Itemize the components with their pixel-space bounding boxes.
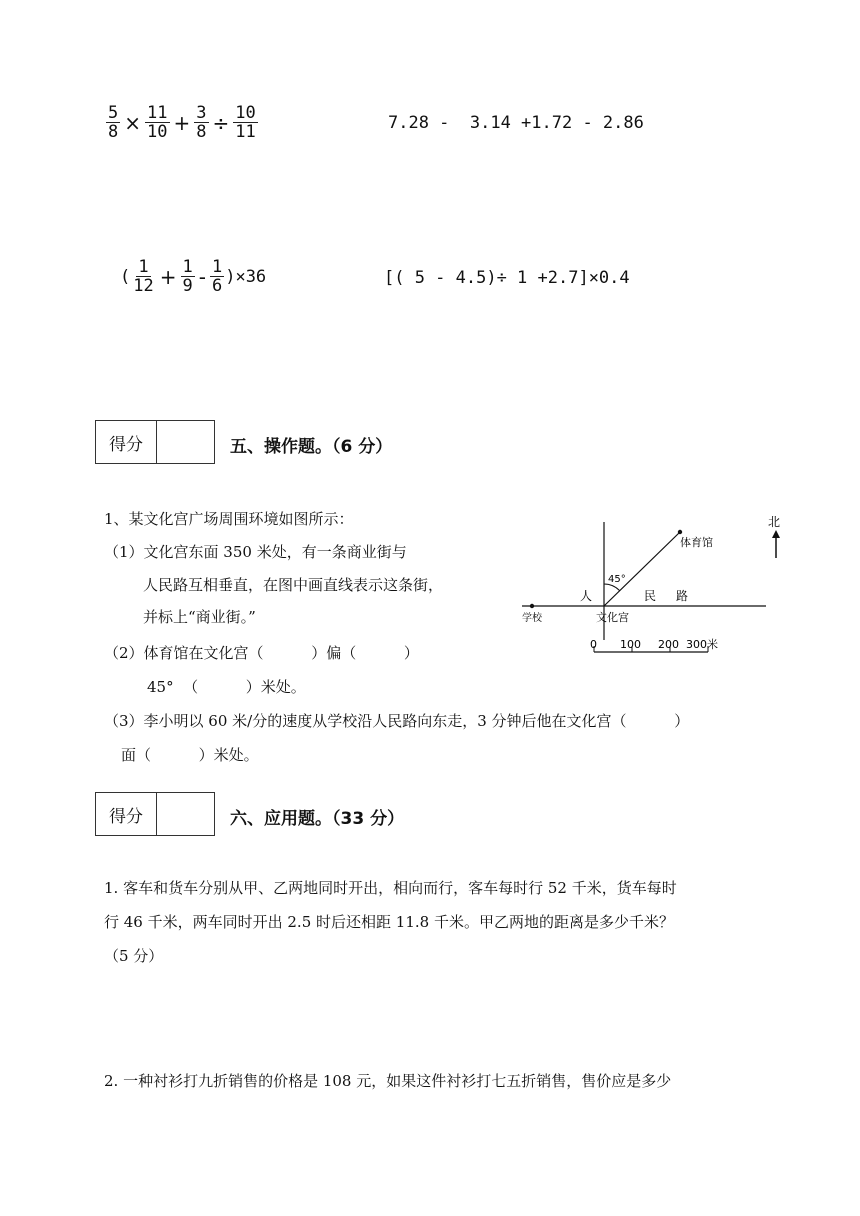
fraction: $\frac{10}{11}$ (235, 103, 256, 142)
fraction: $\frac{11}{10}$ (147, 103, 168, 142)
question-part-1-cont: 人民路互相垂直，在图中画直线表示这条街， (143, 576, 444, 594)
question-part-1: （1）文化宫东面 350 米处，有一条商业街与 (104, 543, 407, 561)
score-label: 得分 (96, 793, 157, 835)
scale-label: 300米 (686, 638, 718, 651)
divide-operator: ÷ (212, 110, 230, 135)
minus-operator: - (198, 264, 206, 289)
score-label: 得分 (96, 421, 157, 463)
stadium-point (678, 530, 682, 534)
problem-1: 1. 客车和货车分别从甲、乙两地同时开出，相向而行，客车每时行 52 千米，货车每时 (104, 879, 677, 897)
problem-1-cont: 行 46 千米，两车同时开出 2.5 时后还相距 11.8 千米。甲乙两地的距离是多少千米？ (104, 913, 674, 931)
question-intro: 1、某文化宫广场周围环境如图所示： (104, 510, 354, 528)
question-part-2-cont: 45° （ ）米处。 (147, 678, 306, 696)
plus-operator: + (173, 110, 191, 135)
school-point (530, 604, 534, 608)
question-part-3-cont: 面（ ）米处。 (121, 746, 259, 764)
fraction: $\frac{1}{9}$ (182, 257, 193, 296)
scale-label: 0 (590, 638, 597, 651)
question-part-3: （3）李小明以 60 米/分的速度从学校沿人民路向东走，3 分钟后他在文化宫（ ） (104, 712, 690, 730)
map-diagram (500, 500, 800, 670)
section-title: 五、操作题。（6 分） (230, 437, 393, 457)
road-char: 路 (676, 589, 689, 603)
plus-operator: + (159, 264, 177, 289)
fraction: $\frac{1}{12}$ (133, 257, 154, 296)
score-box (95, 420, 215, 464)
expression-1 (105, 104, 259, 141)
fraction: $\frac{3}{8}$ (196, 103, 207, 142)
expression-4: [( 5 - 4.5)÷ 1 +2.7]×0.4 (384, 268, 630, 288)
north-label: 北 (768, 515, 781, 529)
fraction: $\frac{5}{8}$ (108, 103, 119, 142)
score-blank[interactable] (157, 421, 214, 463)
section-title: 六、应用题。（33 分） (230, 809, 405, 829)
stadium-line (604, 532, 680, 606)
school-label: 学校 (522, 613, 542, 624)
question-part-2: （2）体育馆在文化宫（ ）偏（ ） (104, 644, 419, 662)
expression-3: ( $\frac{1}{12}$ + $\frac{1}{9}$ - $\frac{1}{6}$ )×36 (120, 257, 267, 296)
palace-label: 文化宫 (596, 611, 629, 624)
scale-label: 200 (658, 638, 679, 651)
north-arrowhead-icon (772, 530, 780, 538)
road-char: 人 (580, 589, 593, 603)
question-part-1-cont: 并标上“商业街。” (143, 608, 256, 626)
problem-2: 2. 一种衬衫打九折销售的价格是 108 元，如果这件衬衫打七五折销售，售价应是多少 (104, 1072, 672, 1090)
road-char: 民 (644, 589, 657, 603)
fraction: $\frac{1}{6}$ (211, 257, 223, 296)
problem-1-score: （5 分） (104, 947, 164, 965)
stadium-label: 体育馆 (680, 536, 713, 549)
times-operator: × (124, 110, 142, 135)
expression-2: 7.28 - 3.14 +1.72 - 2.86 (388, 113, 644, 133)
angle-label: 45° (608, 574, 626, 585)
score-blank[interactable] (157, 793, 214, 835)
score-box (95, 792, 215, 836)
scale-label: 100 (620, 638, 641, 651)
